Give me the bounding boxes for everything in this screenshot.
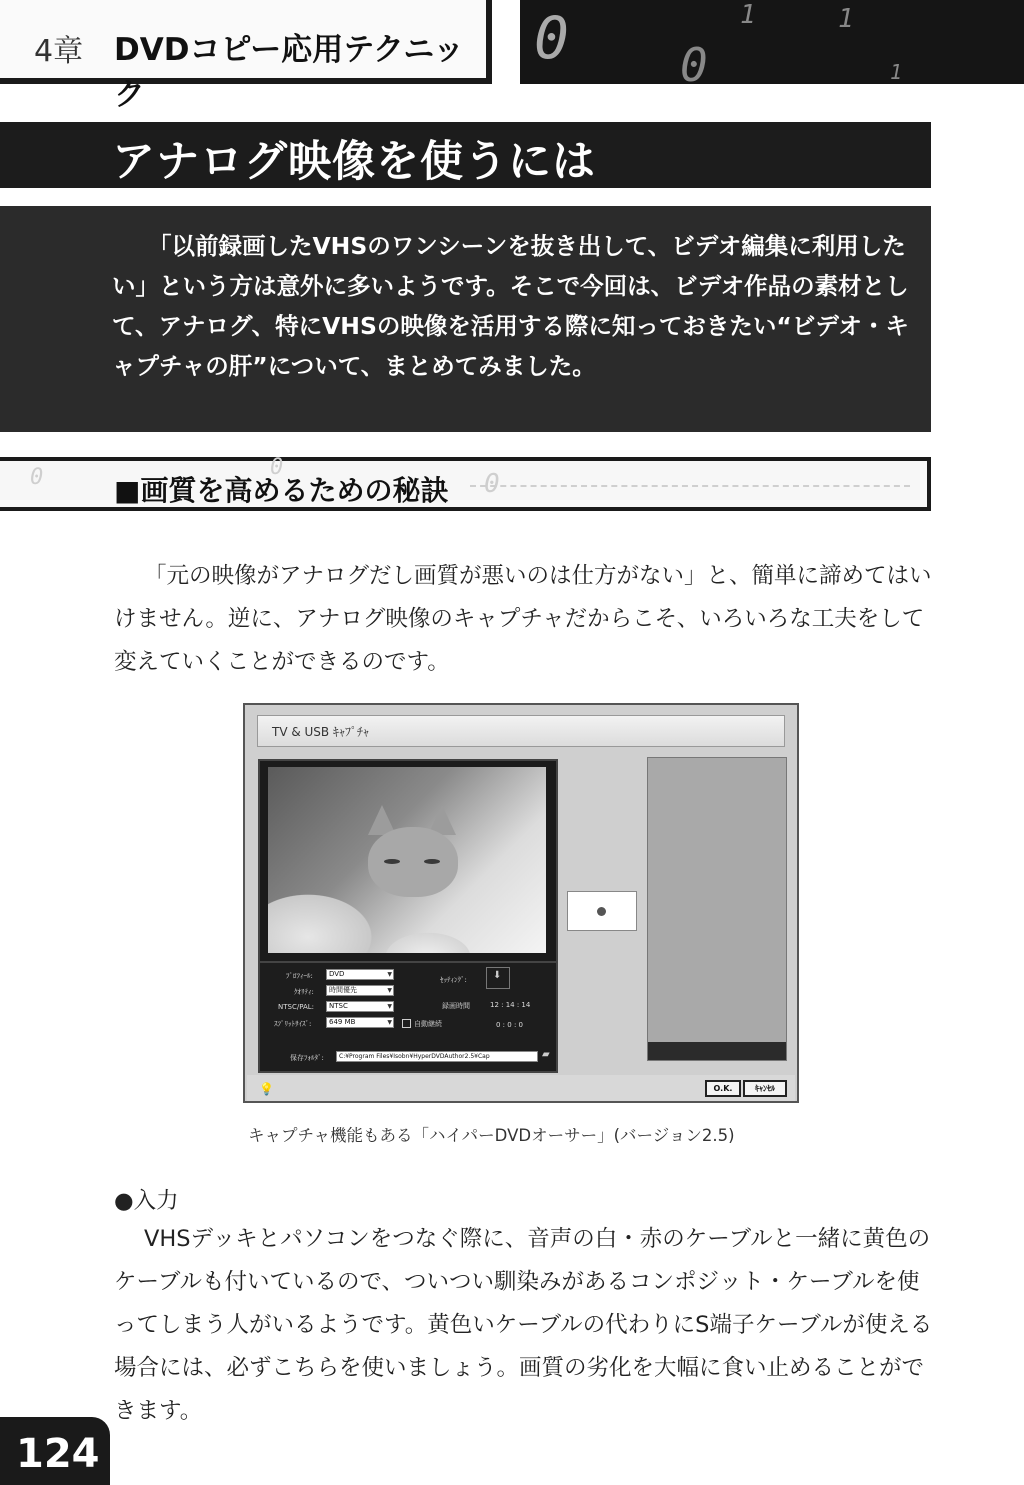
decorative-one: 1	[890, 60, 903, 84]
auto-continue-label: 自動継続	[414, 1020, 442, 1028]
section-band	[0, 457, 931, 511]
save-folder-label: 保存ﾌｫﾙﾀﾞ:	[290, 1054, 324, 1062]
record-time-value: 12 : 14 : 14	[490, 1001, 531, 1009]
capture-window-titlebar	[257, 715, 785, 747]
cat-eye	[384, 859, 400, 864]
capture-app-screenshot	[243, 703, 799, 1103]
video-preview-cat	[268, 767, 546, 953]
clip-list-toolbar	[648, 1042, 786, 1060]
chapter-title: DVDコピー応用テクニック	[114, 32, 465, 113]
body-paragraph: VHSデッキとパソコンをつなぐ際に、音声の白・赤のケーブルと一緒に黄色のケーブルも付いているので、ついつい馴染みがあるコンポジット・ケーブルを使ってしまう人がいるようです。黄色いケーブルの代わりにS端子ケーブルが使える場合には、必ずこちらを使いましょう。画質の劣化を大幅に食い止めることができます。	[114, 1226, 933, 1424]
profile-select[interactable]: DVD ▼	[326, 969, 394, 980]
cat-eye	[424, 859, 440, 864]
page-number-tab	[0, 1417, 110, 1485]
quality-label: ｸｵﾘﾃｨ:	[294, 988, 314, 996]
capture-bottom-bar	[247, 1075, 795, 1101]
page-number: 124	[16, 1431, 100, 1477]
intro-text: 「以前録画したVHSのワンシーンを抜き出して、ビデオ編集に利用したい」という方は意外に多いようです。そこで今回は、ビデオ作品の素材として、アナログ、特にVHSの映像を活用する際に知っておきたい“ビデオ・キャプチャの肝”について、まとめてみました。	[112, 232, 909, 380]
split-counter: 0 : 0 : 0	[496, 1021, 523, 1029]
decorative-digit: 0	[484, 469, 500, 499]
header-decoration	[520, 0, 1024, 92]
dashed-rule	[470, 485, 910, 487]
record-indicator-box	[567, 891, 637, 931]
cancel-button[interactable]: ｷｬﾝｾﾙ	[743, 1080, 787, 1097]
decorative-digit: 0	[30, 465, 44, 490]
download-icon: ⬇	[493, 970, 502, 981]
intro-box	[0, 206, 931, 432]
title-band	[0, 122, 931, 188]
folder-icon[interactable]: ▰	[542, 1049, 550, 1060]
split-size-select[interactable]: 649 MB ▼	[326, 1017, 394, 1028]
decorative-one: 1	[740, 0, 756, 30]
ntsc-pal-label: NTSC/PAL:	[278, 1003, 315, 1011]
page-title: アナログ映像を使うには	[112, 137, 596, 187]
decorative-zero: 0	[534, 4, 569, 72]
profile-label: ﾌﾟﾛﾌｨｰﾙ:	[286, 972, 313, 980]
body-paragraph: 「元の映像がアナログだし画質が悪いのは仕方がない」と、簡単に諦めてはいけません。逆に、アナログ映像のキャプチャだからこそ、いろいろな工夫をして変えていくことができるのです。	[114, 563, 932, 675]
section-heading: ■画質を高めるための秘訣	[114, 474, 449, 507]
settings-button[interactable]	[486, 967, 510, 989]
ok-button[interactable]: O.K.	[705, 1080, 741, 1097]
lightbulb-icon[interactable]: 💡	[259, 1082, 274, 1096]
settings-label: ｾｯﾃｨﾝｸﾞ:	[440, 976, 467, 984]
save-folder-input[interactable]: C:¥Program Files¥Isobn¥HyperDVDAuthor2.5¥Cap	[336, 1051, 538, 1062]
decorative-zero: 0	[680, 38, 708, 92]
subheading-input: ●入力	[114, 1188, 179, 1214]
capture-settings-panel	[258, 961, 558, 1073]
auto-continue-checkbox[interactable]	[402, 1019, 411, 1028]
video-preview-frame	[258, 759, 558, 963]
figure-caption: キャプチャ機能もある「ハイパーDVDオーサー」(バージョン2.5)	[248, 1126, 735, 1145]
quality-select[interactable]: 時間優先 ▼	[326, 985, 394, 996]
capture-window-title: TV & USB ｷｬﾌﾟﾁｬ	[272, 725, 369, 739]
clip-list-panel	[647, 757, 787, 1061]
chapter-header	[0, 0, 492, 113]
decorative-digit: 0	[270, 455, 284, 480]
ntsc-pal-select[interactable]: NTSC ▼	[326, 1001, 394, 1012]
cat-head	[368, 827, 458, 897]
decorative-one: 1	[838, 4, 854, 34]
chapter-label: 4章	[34, 34, 84, 69]
record-dot-icon[interactable]	[597, 907, 606, 916]
split-size-label: ｽﾌﾟﾘｯﾄｻｲｽﾞ:	[274, 1020, 312, 1028]
record-time-label: 録画時間	[442, 1002, 470, 1010]
